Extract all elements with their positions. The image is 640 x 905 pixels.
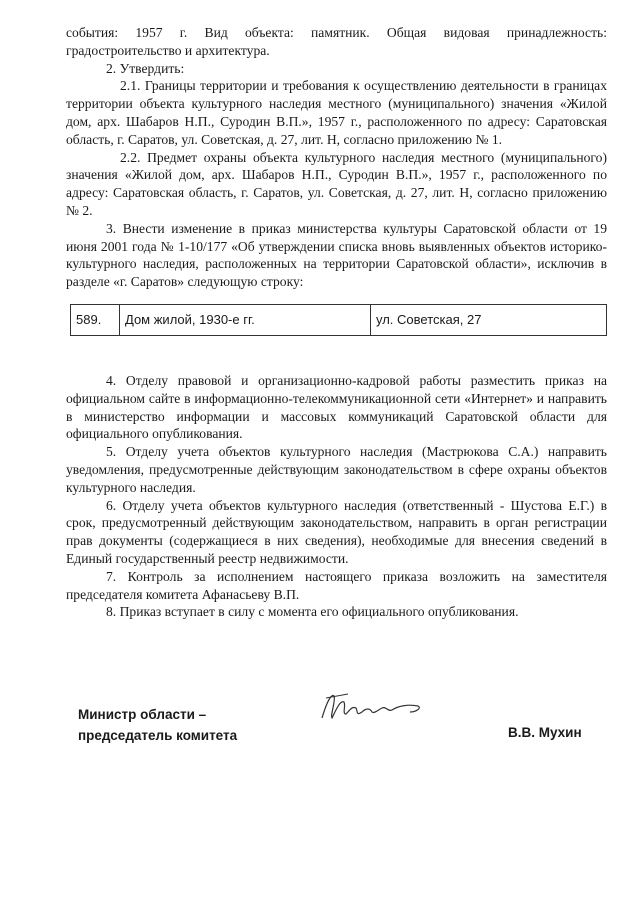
signer-title (78, 704, 237, 746)
signer-title-line2: председатель комитета (78, 728, 238, 743)
paragraph-2-1: 2.1. Границы территории и требования к осуществлению деятельности в границах территории объекта культурного наследия местного (муниципального) значения «Жилой дом, арх. Шабаров Н.П., Суродин В.П.», 1957 г., расположенного по адресу: Саратовская область, г. Саратов, ул. Советская, д. 27, лит. Н, согласно приложению № 1. (66, 78, 607, 147)
handwritten-signature (318, 688, 438, 728)
row-object-name: Дом жилой, 1930-е гг. (120, 304, 371, 335)
row-address: ул. Советская, 27 (371, 304, 607, 335)
paragraph-7: 7. Контроль за исполнением настоящего приказа возложить на заместителя председателя комитета Афанасьеву В.П. (66, 568, 607, 602)
paragraph-8: 8. Приказ вступает в силу с момента его официального опубликования. (106, 604, 519, 620)
row-number: 589. (71, 304, 120, 335)
document-body (66, 24, 607, 621)
paragraph-object-info: события: 1957 г. Вид объекта: памятник. Общая видовая принадлежность: градостроительство и архитектура. (66, 25, 607, 58)
paragraph-4: 4. Отделу правовой и организационно-кадровой работы разместить приказ на официальном сайте в информационно-телекоммуникационной сети «Интернет» и направить в министерство информации и массовых коммуникаций Саратовской области для официального опубликования. (66, 372, 607, 442)
excluded-row-table (70, 304, 607, 336)
signer-title-line1: Министр области – (78, 707, 207, 722)
paragraph-approve: 2. Утвердить: (106, 60, 185, 76)
table-row (71, 304, 607, 335)
paragraph-6: 6. Отделу учета объектов культурного наследия (ответственный - Шустова Е.Г.) в срок, предусмотренный действующим законодательством, направить в орган регистрации прав документы (содержащиеся в них сведения), необходимые для внесения сведений в Единый государственный реестр недвижимости. (66, 497, 607, 566)
signer-name: В.В. Мухин (508, 725, 582, 740)
paragraph-3: 3. Внести изменение в приказ министерства культуры Саратовской области от 19 июня 2001 года № 1-10/177 «Об утверждении списка вновь выявленных объектов историко-культурного наследия, расположенных на территории Саратовской области», исключив в разделе «г. Саратов» следующую строку: (66, 220, 607, 290)
paragraph-2-2: 2.2. Предмет охраны объекта культурного наследия местного (муниципального) значения «Жилой дом, арх. Шабаров Н.П., Суродин В.П.», 1957 г., расположенного по адресу: Саратовская область, г. Саратов, ул. Советская, д. 27, лит. Н, согласно приложению № 2. (66, 149, 607, 218)
paragraph-5: 5. Отделу учета объектов культурного наследия (Мастрюкова С.А.) направить уведомления, предусмотренные действующим законодательством в сфере охраны объектов культурного наследия. (66, 444, 607, 495)
